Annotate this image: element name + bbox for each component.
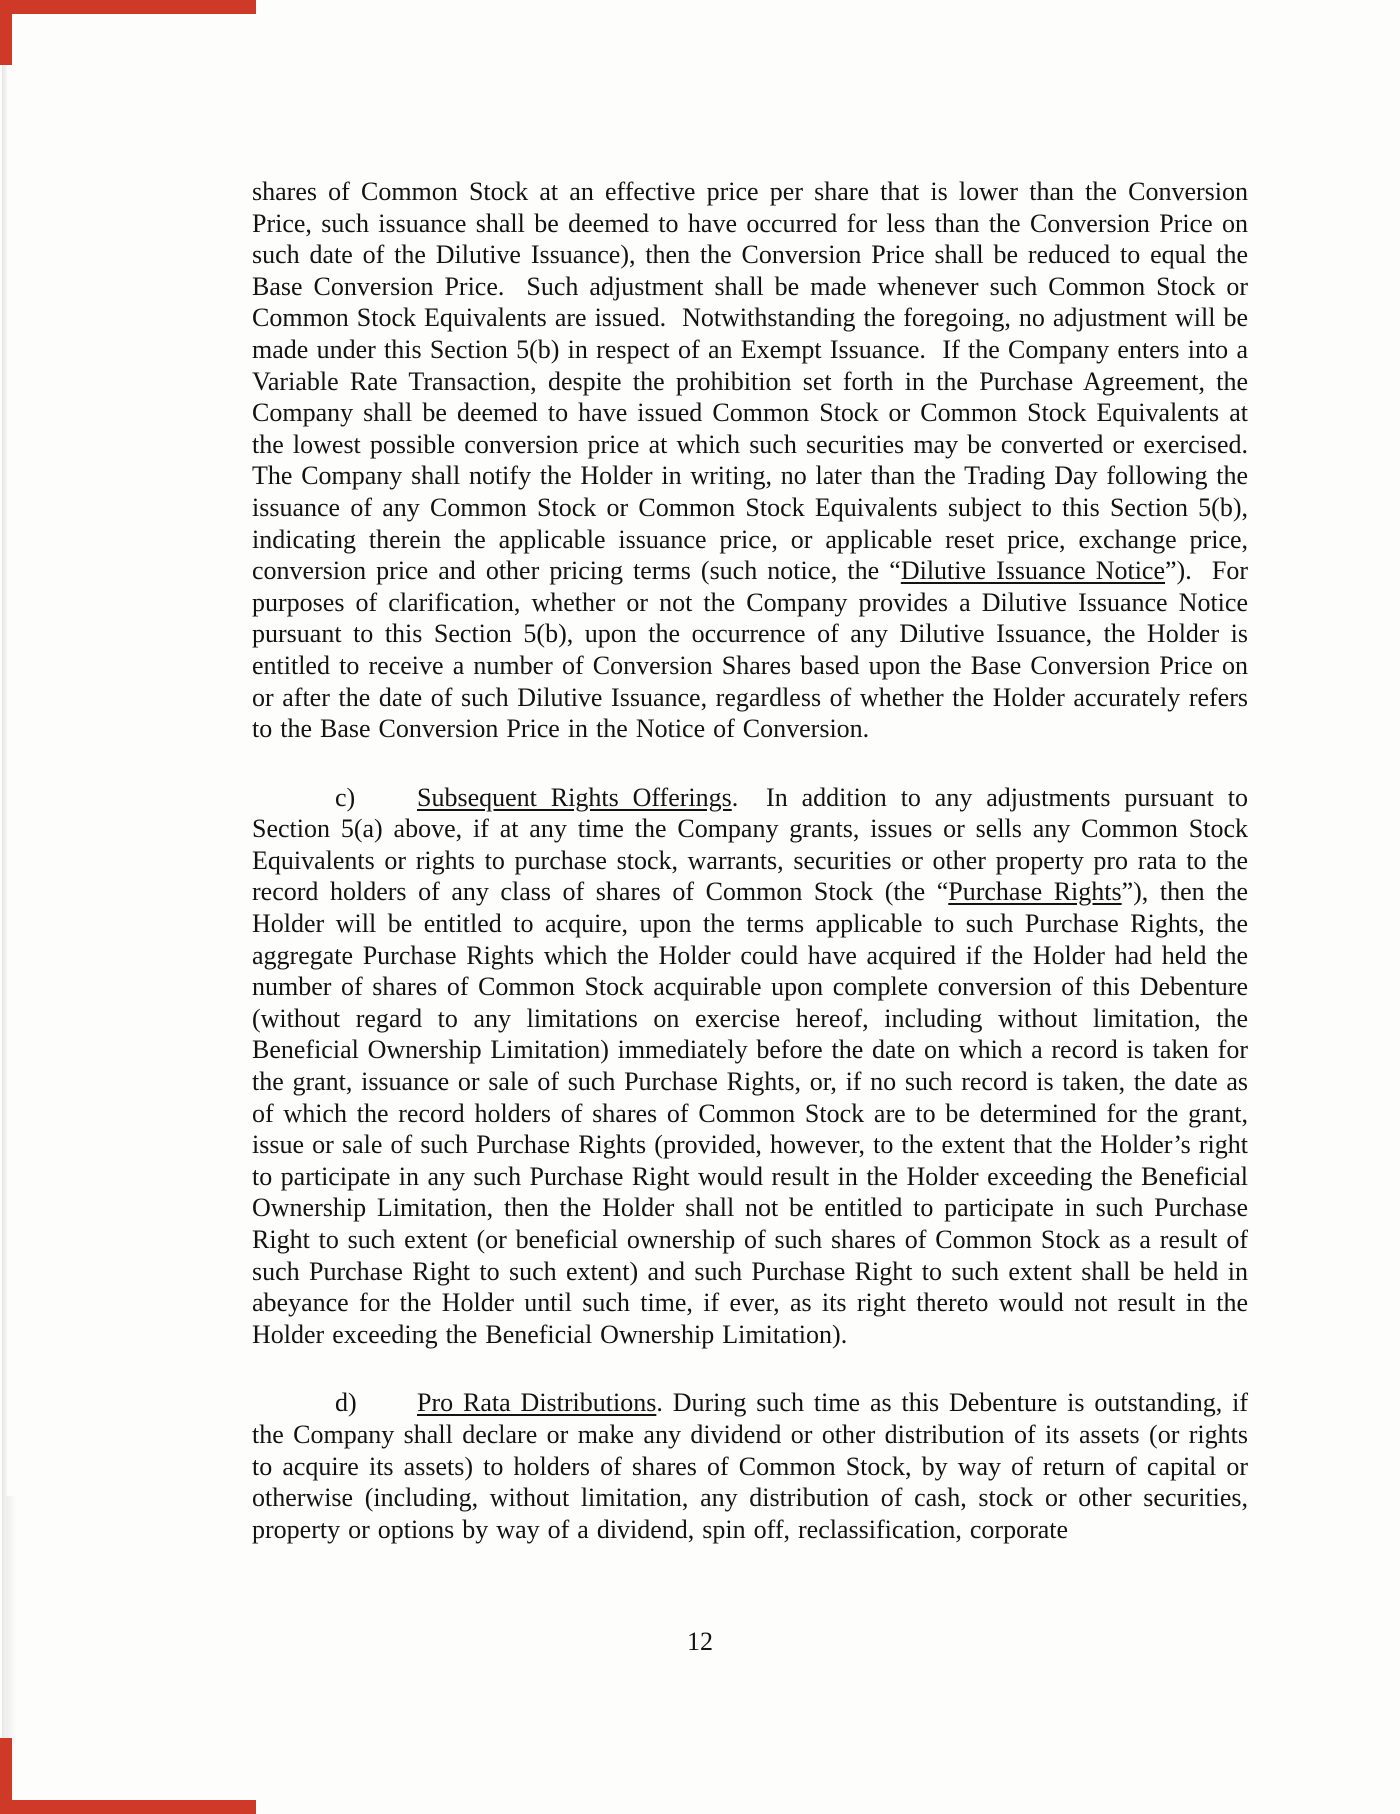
- paragraph-dilutive-issuance: [252, 176, 1248, 745]
- paragraph-subsequent-rights-offerings: [252, 782, 1248, 1351]
- underlined-term: Dilutive Issuance Notice: [900, 556, 1166, 586]
- underlined-term: Purchase Rights: [948, 877, 1122, 907]
- paragraph-pro-rata-distributions: [252, 1387, 1248, 1545]
- list-item-marker: d): [335, 1388, 357, 1418]
- underlined-term: Pro Rata Distributions: [417, 1388, 657, 1418]
- red-scan-mark-bottom-horizontal: [0, 1800, 256, 1814]
- document-text-block: [252, 176, 1248, 1545]
- underlined-term: Subsequent Rights Offerings: [417, 782, 732, 812]
- text-run: shares of Common Stock at an effective price per share that is lower than the Conversion Price, such issuance shall be deemed to have occurred for less than the Conversion Price on such date of the Dilutive Issuance), then the Conversion Price shall be reduced to equal the Base Conversion Price. Such adjustment shall be made whenever such Common Stock or Common Stock Equivalents are issued. Notwithstanding the foregoing, no adjustment will be made under this Section 5(b) in respect of an Exempt Issuance. If the Company enters into a Variable Rate Transaction, despite the prohibition set forth in the Purchase Agreement, the Company shall be deemed to have issued Common Stock or Common Stock Equivalents at the lowest possible conversion price at which such securities may be converted or exercised. The Company shall notify the Holder in writing, no later than the Trading Day following the issuance of any Common Stock or Common Stock Equivalents subject to this Section 5(b), indicating therein the applicable issuance price, or applicable reset price, exchange price, conversion price and other pricing terms (such notice, the “: [252, 177, 1248, 586]
- page-number: 12: [687, 1627, 713, 1656]
- red-scan-mark-top-vertical: [0, 0, 12, 65]
- text-run: ”), then the Holder will be entitled to acquire, upon the terms applicable to such Purchase Rights, the aggregate Purchase Rights which the Holder could have acquired if the Holder had held the number of shares of Common Stock acquirable upon complete conversion of this Debenture (without regard to any limitations on exercise hereof, including without limitation, the Beneficial Ownership Limitation) immediately before the date on which a record is taken for the grant, issuance or sale of such Purchase Rights, or, if no such record is taken, the date as of which the record holders of shares of Common Stock are to be determined for the grant, issue or sale of such Purchase Rights (provided, however, to the extent that the Holder’s right to participate in any such Purchase Right would result in the Holder exceeding the Beneficial Ownership Limitation, then the Holder shall not be entitled to participate in such Purchase Right to such extent (or beneficial ownership of such shares of Common Stock as a result of such Purchase Right to such extent) and such Purchase Right to such extent shall be held in abeyance for the Holder until such time, if ever, as its right thereto would not result in the Holder exceeding the Beneficial Ownership Limitation).: [252, 877, 1248, 1349]
- text-run: . During such time as this Debenture is outstanding, if the Company shall declare or make any dividend or other distribution of its assets (or rights to acquire its assets) to holders of shares of Common Stock, by way of return of capital or otherwise (including, without limitation, any distribution of cash, stock or other securities, property or options by way of a dividend, spin off, reclassification, corporate: [252, 1388, 1248, 1544]
- text-run: . In addition to any adjustments pursuant to Section 5(a) above, if at any time the Company grants, issues or sells any Common Stock Equivalents or rights to purchase stock, warrants, securities or other property pro rata to the record holders of any class of shares of Common Stock (the “: [252, 782, 1249, 907]
- text-run: ”). For purposes of clarification, whether or not the Company provides a Dilutive Issuance Notice pursuant to this Section 5(b), upon the occurrence of any Dilutive Issuance, the Holder is entitled to receive a number of Conversion Shares based upon the Base Conversion Price on or after the date of such Dilutive Issuance, regardless of whether the Holder accurately refers to the Base Conversion Price in the Notice of Conversion.: [252, 556, 1248, 744]
- red-scan-mark-top-horizontal: [0, 0, 256, 14]
- list-item-marker: c): [335, 782, 356, 812]
